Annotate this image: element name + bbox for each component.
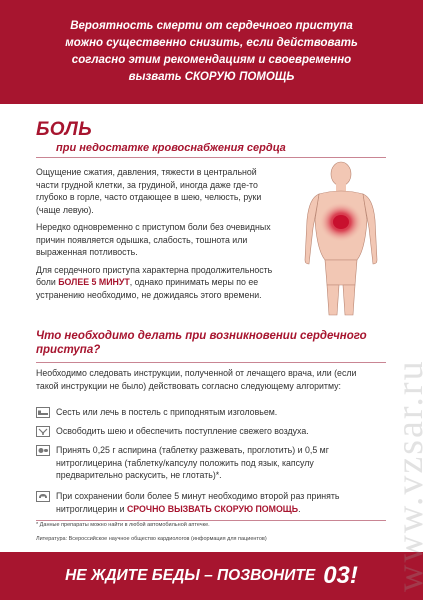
step-item bbox=[36, 406, 381, 419]
header-line-2: можно существенно снизить, если действовать bbox=[65, 37, 358, 49]
duration-highlight: БОЛЕЕ 5 МИНУТ bbox=[58, 277, 130, 287]
phone-icon bbox=[36, 491, 50, 502]
head-shape bbox=[331, 162, 351, 186]
step-text: Освободить шею и обеспечить поступление свежего воздуха. bbox=[56, 426, 309, 436]
collar-icon bbox=[36, 426, 50, 437]
footer-banner bbox=[0, 552, 423, 600]
pain-title: БОЛЬ bbox=[36, 119, 93, 140]
divider bbox=[36, 157, 386, 158]
step-text bbox=[56, 490, 381, 515]
step-item bbox=[36, 490, 381, 515]
bed-icon bbox=[36, 407, 50, 418]
step-text-end: . bbox=[298, 503, 301, 514]
pain-description bbox=[36, 166, 274, 306]
pain-paragraph-3 bbox=[36, 264, 274, 302]
pain-paragraph-2: Нередко одновременно с приступом боли без очевидных причин появляется одышка, слабость, тошнота или выраженная потливость. bbox=[36, 222, 271, 257]
emergency-number: 03! bbox=[323, 562, 358, 589]
footer-text: НЕ ЖДИТЕ БЕДЫ – ПОЗВОНИТЕ bbox=[65, 567, 316, 584]
right-leg-shape bbox=[343, 285, 355, 315]
pill-icon bbox=[36, 445, 50, 456]
header-line-3: согласно этим рекомендациям и своевременно bbox=[71, 54, 352, 66]
left-leg-shape bbox=[327, 285, 339, 315]
pain-paragraph-3-text-end: , однако принимать меры по ее устранению необходимо, не дожидаясь этого времени. bbox=[36, 277, 262, 300]
footnote: * Данные препараты можно найти в любой автомобильной аптечке. bbox=[36, 522, 210, 528]
step-text: Сесть или лечь в постель с приподнятым изголовьем. bbox=[56, 407, 278, 417]
header-banner bbox=[0, 0, 423, 104]
pain-subtitle: при недостатке кровоснабжения сердца bbox=[56, 142, 286, 154]
ambulance-call-highlight: СРОЧНО ВЫЗВАТЬ СКОРУЮ ПОМОЩЬ bbox=[126, 503, 299, 514]
chest-pain-core bbox=[333, 215, 349, 229]
literature-reference: Литература: Всероссийское научное общество кардиологов (информация для пациентов) bbox=[36, 536, 267, 542]
question-title: Что необходимо делать при возникновении сердечного приступа? bbox=[36, 330, 367, 356]
header-line-4: вызвать СКОРУЮ ПОМОЩЬ bbox=[128, 71, 295, 83]
pain-paragraph-1: Ощущение сжатия, давления, тяжести в центральной части грудной клетки, за грудиной, иногда даже где-то глубоко в горле, часто отдающее в шею, челюсть, руки (чаще левую). bbox=[36, 167, 262, 215]
instructions-intro: Необходимо следовать инструкции, полученной от лечащего врача, или (если такой инструкции не было) действовать согласно следующему алгоритму: bbox=[36, 368, 357, 391]
step-item bbox=[36, 444, 381, 482]
pelvis-shape bbox=[325, 260, 357, 285]
step-text: Принять 0,25 г аспирина (таблетку разжевать, проглотить) и 0,5 мг нитроглицерина (таблетку/капсулу положить под язык, капсулу предварительно раскусить, не глотать)*. bbox=[56, 445, 329, 480]
pain-paragraph-3-text: Для сердечного приступа характерна продолжительность боли bbox=[36, 264, 273, 287]
header-line-1: Вероятность смерти от сердечного приступа bbox=[70, 20, 353, 32]
step-item bbox=[36, 425, 381, 438]
step-text-start: При сохранении боли более 5 минут необходимо второй раз принять нитроглицерин и bbox=[56, 491, 340, 514]
watermark: www.vzsar.ru bbox=[389, 359, 431, 592]
header-text bbox=[32, 18, 392, 86]
divider bbox=[36, 362, 386, 363]
divider bbox=[36, 520, 386, 521]
body-figure-illustration bbox=[297, 160, 385, 315]
